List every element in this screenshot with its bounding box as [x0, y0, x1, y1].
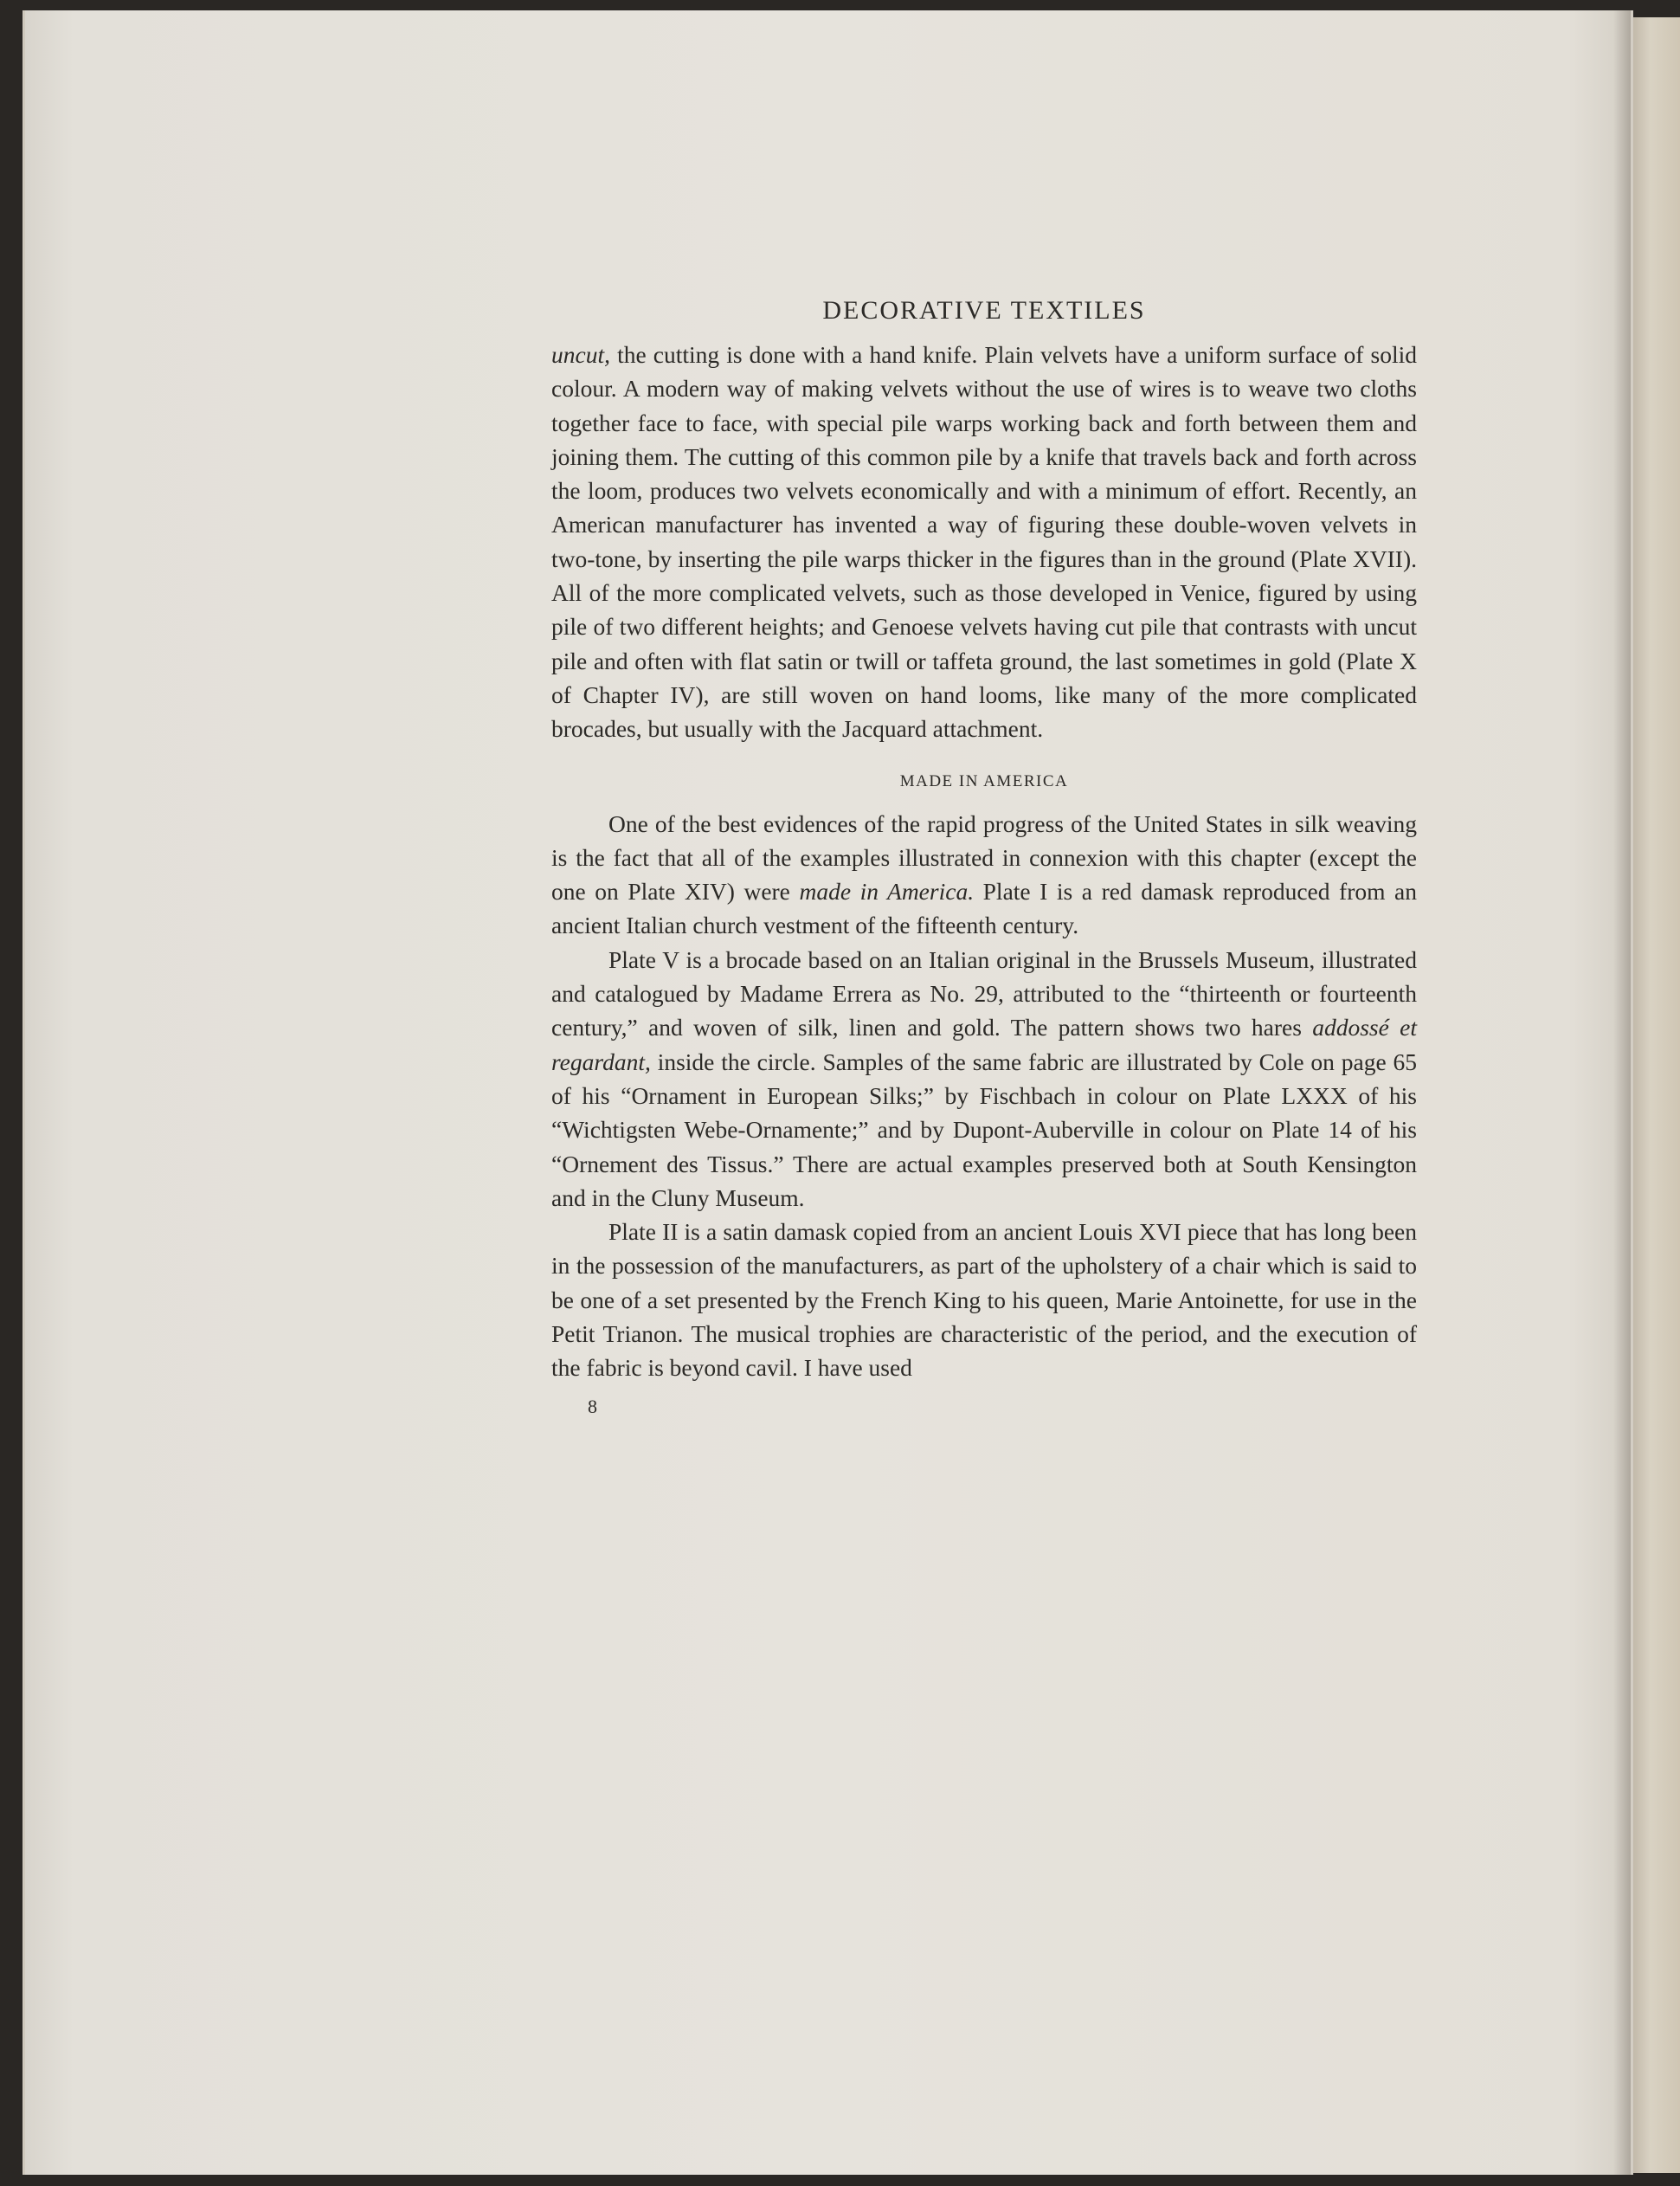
italic-phrase: made in America. [799, 878, 975, 906]
paragraph-text: inside the circle. Samples of the same fabric are illustrated by Cole on page 65 of his “Ornament in European Silks;” by Fischbach in colour on Plate LXXX of his “Wichtigsten Webe-Ornamente;” and by Dupont-Auberville in colour on Plate 14 of his “Ornement des Tissus.” There are actual examples preserved both at South Kensington and in the Cluny Museum. [551, 1048, 1417, 1211]
paragraph-text: Plate II is a satin damask copied from an ancient Louis XVI piece that has long been in the possession of the manufacturers, as part of the upholstery of a chair which is said to be one of a set presented by the French King to his queen, Marie Antoinette, for use in the Petit Trianon. The musical trophies are characteristic of the period, and the execution of the fabric is beyond cavil. I have used [551, 1218, 1417, 1382]
paragraph-made-in-america [551, 807, 1417, 943]
paragraph-text: Plate I is a red damask reproduced from an ancient Italian church vestment of the fifteenth century. [551, 878, 1418, 939]
paragraph-velvets [551, 338, 1417, 746]
section-heading: MADE IN AMERICA [899, 771, 1069, 790]
italic-phrase: uncut, [551, 341, 610, 368]
italic-phrase: addossé et regardant, [551, 1014, 1417, 1075]
page-number: 8 [588, 1395, 597, 1417]
paragraph-plate-ii [551, 1215, 1417, 1384]
paragraph-text: the cutting is done with a hand knife. Plain velvets have a uniform surface of solid colour. A modern way of making velvets without the use of wires is to weave two cloths together face to face, with special pile warps working back and forth between them and joining them. The cutting of this common pile by a knife that travels back and forth across the loom, produces two velvets economically and with a minimum of effort. Recently, an American manufacturer has invented a way of figuring these double-woven velvets in two-tone, by inserting the pile warps thicker in the figures than in the ground (Plate XVII). All of the more complicated velvets, such as those developed in Venice, figured by using pile of two different heights; and Genoese velvets having cut pile that contrasts with uncut pile and often with flat satin or twill or taffeta ground, the last sometimes in gold (Plate X of Chapter IV), are still woven on hand looms, like many of the more complicated brocades, but usually with the Jacquard attachment. [551, 341, 1417, 743]
facing-page-edge [1631, 17, 1680, 2173]
gutter-shadow [1613, 10, 1631, 2175]
paragraph-text: One of the best evidences of the rapid progress of the United States in silk weaving is the fact that all of the examples illustrated in connexion with this chapter (except the one on Plate XIV) were [551, 809, 1417, 906]
page-text-block [551, 296, 1417, 1418]
paragraph-plate-v [551, 943, 1417, 1215]
paragraph-text: Plate V is a brocade based on an Italian original in the Brussels Museum, illustrated and catalogued by Madame Errera as No. 29, attributed to the “thirteenth or fourteenth century,” and woven of silk, linen and gold. The pattern shows two hares [551, 945, 1417, 1041]
running-head: DECORATIVE TEXTILES [822, 296, 1146, 325]
